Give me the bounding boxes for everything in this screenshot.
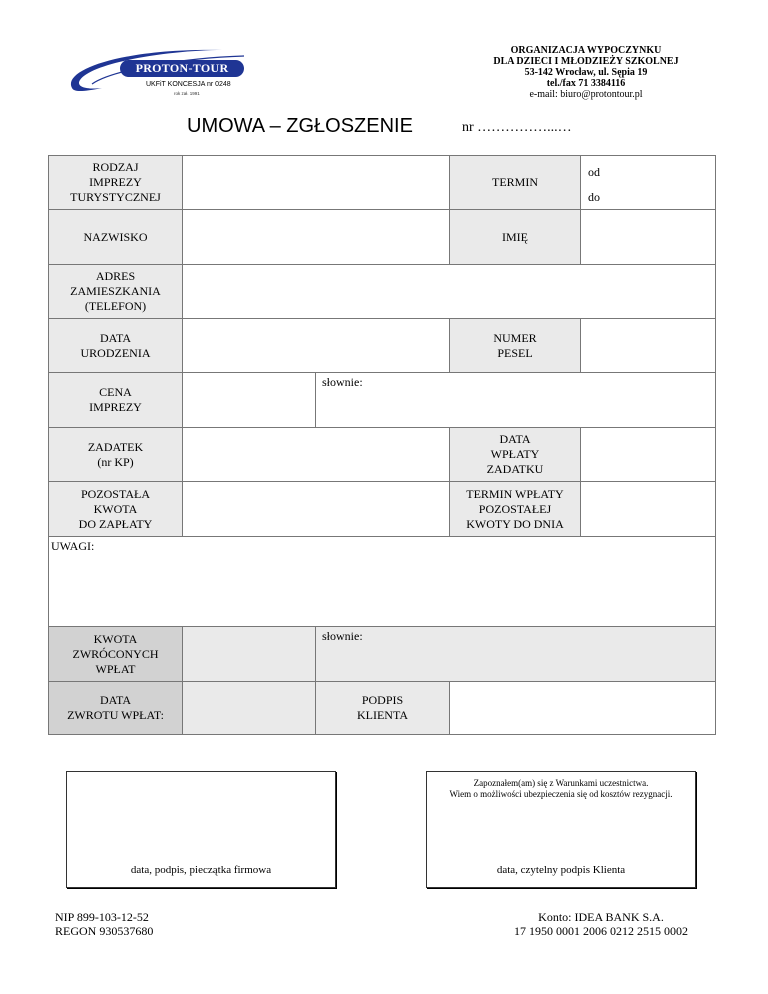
slownie-label: słownie: — [322, 375, 363, 389]
termin-do: do — [588, 190, 600, 204]
label-line: DATA — [499, 432, 531, 446]
label-data-wplaty-zadatku — [449, 427, 581, 482]
footer-regon: REGON 930537680 — [55, 924, 154, 938]
org-email: e-mail: biuro@protontour.pl — [529, 89, 643, 100]
label-line: IMIĘ — [502, 229, 528, 244]
document-number: nr ……………...… — [462, 120, 572, 135]
label-line: TERMIN — [492, 175, 538, 189]
field-kwota-zwroconych-slownie[interactable] — [315, 626, 716, 682]
label-line: ZAMIESZKANIA — [70, 284, 161, 298]
field-data-zwrotu[interactable] — [182, 681, 316, 735]
label-imie — [449, 209, 581, 265]
label-line: DATA — [99, 330, 132, 345]
label-data-zwrotu — [48, 681, 183, 735]
label-line: KWOTA — [93, 631, 138, 646]
org-line1: ORGANIZACJA WYPOCZYNKU — [510, 45, 662, 56]
label-zadatek — [48, 427, 183, 482]
org-line2: DLA DZIECI I MŁODZIEŻY SZKOLNEJ — [493, 56, 679, 67]
field-zadatek[interactable] — [182, 427, 450, 482]
field-pesel[interactable] — [580, 318, 716, 373]
client-signature-box[interactable] — [426, 771, 696, 888]
label-line: NUMER — [493, 330, 537, 345]
label-line: KWOTA — [93, 501, 138, 516]
company-logo — [62, 40, 252, 102]
termin-od: od — [588, 165, 600, 179]
uwagi-label: UWAGI: — [51, 539, 95, 553]
label-line: ZWROTU WPŁAT: — [67, 708, 164, 722]
label-line: TURYSTYCZNEJ — [70, 190, 161, 204]
label-line: PESEL — [497, 345, 533, 360]
field-adres[interactable] — [182, 264, 716, 319]
field-podpis-klienta[interactable] — [449, 681, 716, 735]
footer-account-number: 17 1950 0001 2006 0212 2515 0002 — [514, 924, 688, 938]
field-cena[interactable] — [182, 372, 316, 428]
field-nazwisko[interactable] — [182, 209, 450, 265]
label-line: ZADATEK — [87, 439, 144, 454]
label-nazwisko — [48, 209, 183, 265]
field-cena-slownie[interactable] — [315, 372, 716, 428]
footer-bank-name: Konto: IDEA BANK S.A. — [538, 910, 664, 924]
label-line: WPŁATY — [490, 447, 540, 461]
company-signature-caption: data, podpis, pieczątka firmowa — [130, 864, 272, 876]
label-line: POZOSTAŁA — [80, 486, 151, 501]
logo-license: UKFiT KONCESJA nr 0248 — [146, 81, 231, 88]
acknowledgement-line: Zapoznałem(am) się z Warunkami uczestnictwa. — [473, 778, 649, 788]
label-line: DATA — [99, 693, 132, 707]
org-address: 53-142 Wrocław, ul. Sępia 19 — [524, 67, 648, 78]
org-phone: tel./fax 71 3384116 — [546, 78, 626, 89]
footer-nip: NIP 899-103-12-52 — [55, 910, 149, 924]
logo-since: rok zał. 1991 — [174, 91, 200, 96]
label-adres — [48, 264, 183, 319]
field-uwagi[interactable] — [48, 536, 716, 627]
field-pozostala-kwota[interactable] — [182, 481, 450, 537]
label-termin — [449, 155, 581, 210]
label-line: KLIENTA — [356, 708, 409, 722]
label-pozostala-kwota — [48, 481, 183, 537]
field-termin-wplaty[interactable] — [580, 481, 716, 537]
organization-header — [470, 45, 702, 100]
field-kwota-zwroconych[interactable] — [182, 626, 316, 682]
company-signature-box[interactable] — [66, 771, 336, 888]
field-data-wplaty-zadatku[interactable] — [580, 427, 716, 482]
label-line: (TELEFON) — [84, 299, 147, 313]
label-cena — [48, 372, 183, 428]
label-line: PODPIS — [361, 693, 404, 707]
field-imie[interactable] — [580, 209, 716, 265]
label-line: ZADATKU — [486, 462, 544, 476]
field-termin[interactable] — [580, 155, 716, 210]
label-line: CENA — [99, 385, 132, 399]
footer-bank — [490, 910, 712, 938]
label-line: WPŁAT — [95, 661, 136, 676]
label-line: RODZAJ — [92, 160, 139, 174]
label-podpis-klienta — [315, 681, 450, 735]
label-pesel — [449, 318, 581, 373]
slownie-label: słownie: — [322, 629, 363, 643]
field-rodzaj-imprezy[interactable] — [182, 155, 450, 210]
label-line: DO ZAPŁATY — [78, 516, 153, 531]
field-data-urodzenia[interactable] — [182, 318, 450, 373]
label-line: IMPREZY — [89, 175, 142, 189]
label-rodzaj-imprezy — [48, 155, 183, 210]
document-title: UMOWA – ZGŁOSZENIE — [187, 115, 413, 137]
label-line: (nr KP) — [97, 454, 134, 469]
label-line: NAZWISKO — [83, 229, 148, 244]
label-data-urodzenia — [48, 318, 183, 373]
label-line: IMPREZY — [89, 400, 142, 414]
label-line: POZOSTAŁEJ — [478, 501, 552, 516]
label-termin-wplaty — [449, 481, 581, 537]
label-line: KWOTY DO DNIA — [466, 516, 564, 531]
footer-company-ids — [55, 910, 153, 938]
label-line: ADRES — [95, 269, 136, 283]
label-kwota-zwroconych — [48, 626, 183, 682]
client-signature-caption: data, czytelny podpis Klienta — [496, 864, 626, 876]
client-acknowledgement — [427, 778, 695, 800]
logo-brand: PROTON-TOUR — [120, 60, 244, 77]
label-line: ZWRÓCONYCH — [72, 646, 159, 661]
label-line: URODZENIA — [80, 345, 151, 360]
label-line: TERMIN WPŁATY — [466, 486, 564, 501]
acknowledgement-line: Wiem o możliwości ubezpieczenia się od kosztów rezygnacji. — [449, 789, 673, 799]
